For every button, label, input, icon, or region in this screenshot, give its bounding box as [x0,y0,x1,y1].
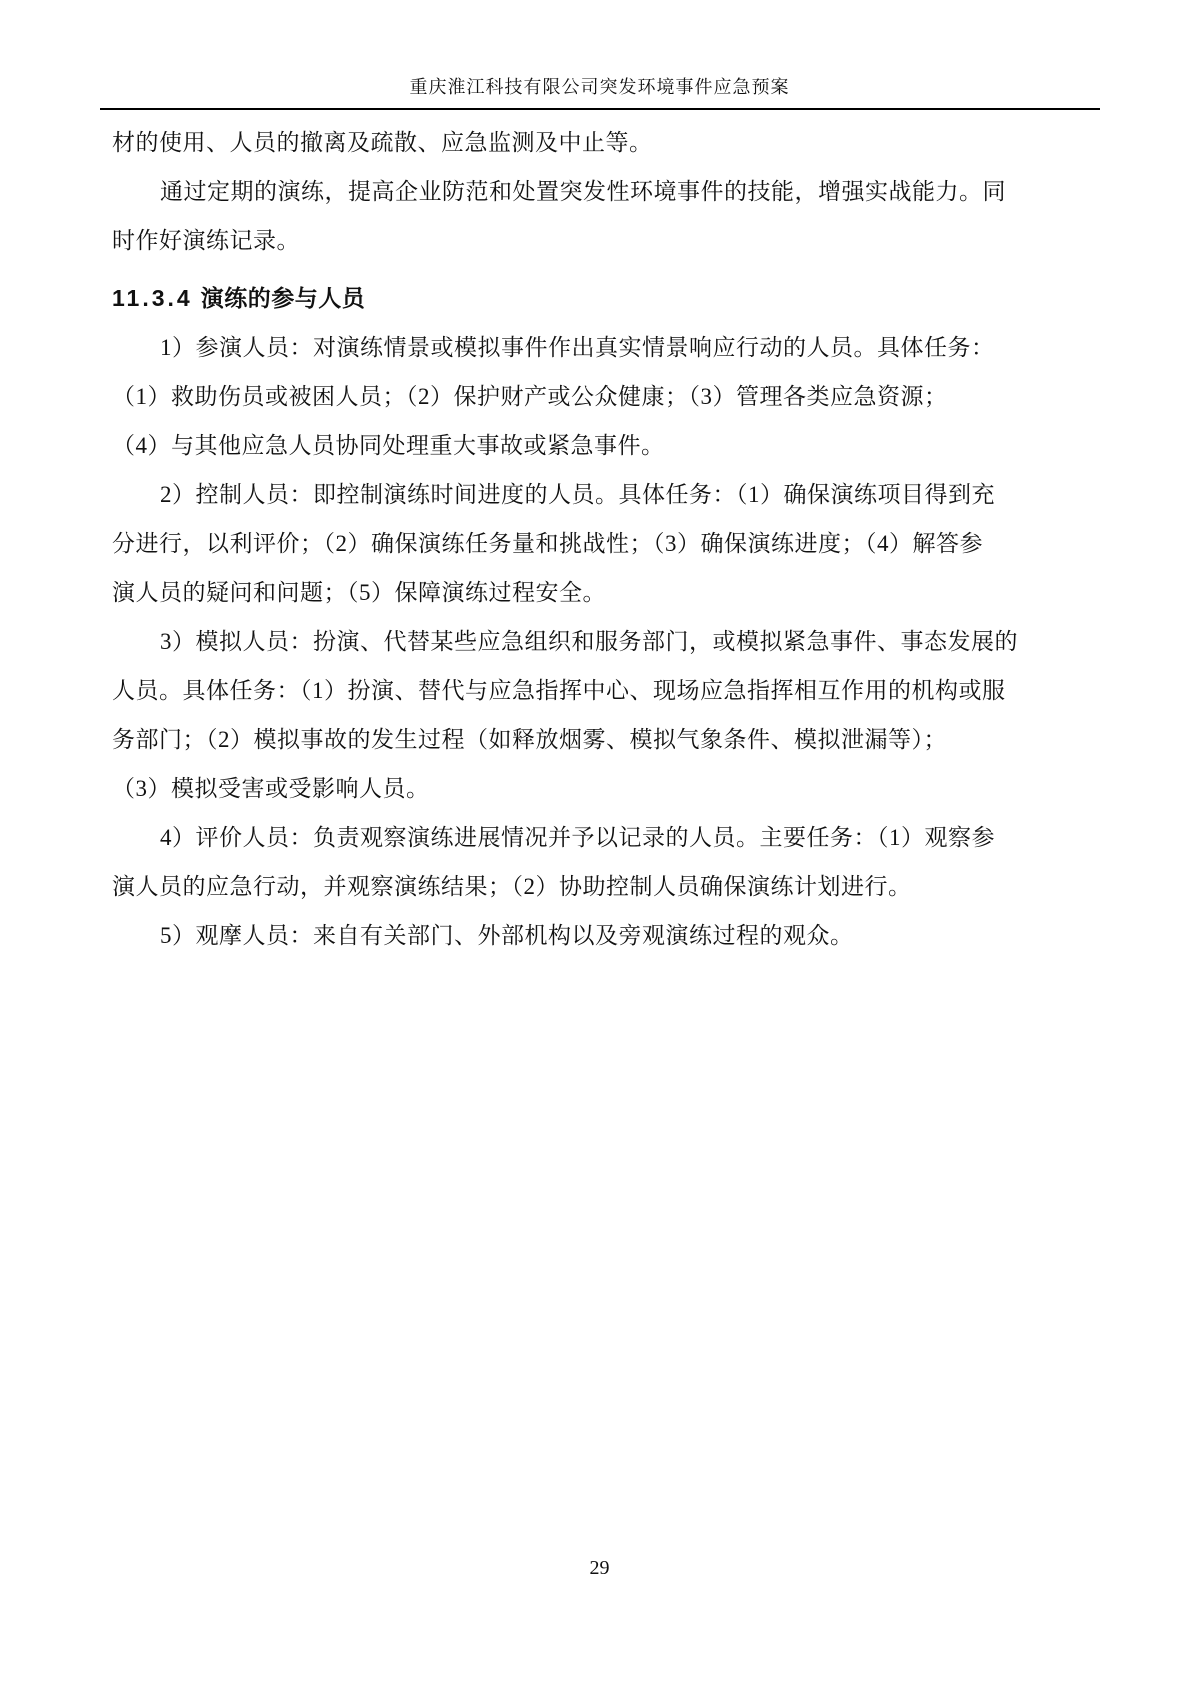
page-number: 29 [589,1557,610,1579]
page-footer [0,1556,1199,1580]
paragraph-line: 2）控制人员：即控制演练时间进度的人员。具体任务：（1）确保演练项目得到充 [160,482,995,507]
paragraph-line: 4）评价人员：负责观察演练进展情况并予以记录的人员。主要任务：（1）观察参 [160,825,995,850]
paragraph-line: 人员。具体任务：（1）扮演、替代与应急指挥中心、现场应急指挥相互作用的机构或服 [112,678,1006,703]
section-number: 11.3.4 [112,285,193,311]
paragraph-line: （1）救助伤员或被困人员；（2）保护财产或公众健康；（3）管理各类应急资源； [112,384,948,409]
section-title: 演练的参与人员 [200,285,366,311]
paragraph-line: 务部门；（2）模拟事故的发生过程（如释放烟雾、模拟气象条件、模拟泄漏等）； [112,727,947,752]
page-header [0,0,1199,110]
header-rule [100,108,1100,110]
document-body [112,118,1062,960]
paragraph-line: 通过定期的演练，提高企业防范和处置突发性环境事件的技能，增强实战能力。同 [160,179,1006,204]
paragraph-line: 演人员的应急行动，并观察演练结果；（2）协助控制人员确保演练计划进行。 [112,874,912,899]
paragraph-line: 演人员的疑问和问题；（5）保障演练过程安全。 [112,580,606,605]
paragraph-line: 时作好演练记录。 [112,228,300,253]
paragraph-line: 分进行，以利评价；（2）确保演练任务量和挑战性；（3）确保演练进度；（4）解答参 [112,531,983,556]
paragraph-line: （3）模拟受害或受影响人员。 [112,776,430,801]
paragraph-line: 材的使用、人员的撤离及疏散、应急监测及中止等。 [112,130,653,155]
paragraph-line: 5）观摩人员：来自有关部门、外部机构以及旁观演练过程的观众。 [160,923,854,948]
header-title: 重庆淮江科技有限公司突发环境事件应急预案 [409,77,790,97]
paragraph-line: 1）参演人员：对演练情景或模拟事件作出真实情景响应行动的人员。具体任务： [160,335,995,360]
paragraph-line: 3）模拟人员：扮演、代替某些应急组织和服务部门，或模拟紧急事件、事态发展的 [160,629,1018,654]
paragraph-line: （4）与其他应急人员协同处理重大事故或紧急事件。 [112,433,665,458]
section-heading [112,274,1062,323]
